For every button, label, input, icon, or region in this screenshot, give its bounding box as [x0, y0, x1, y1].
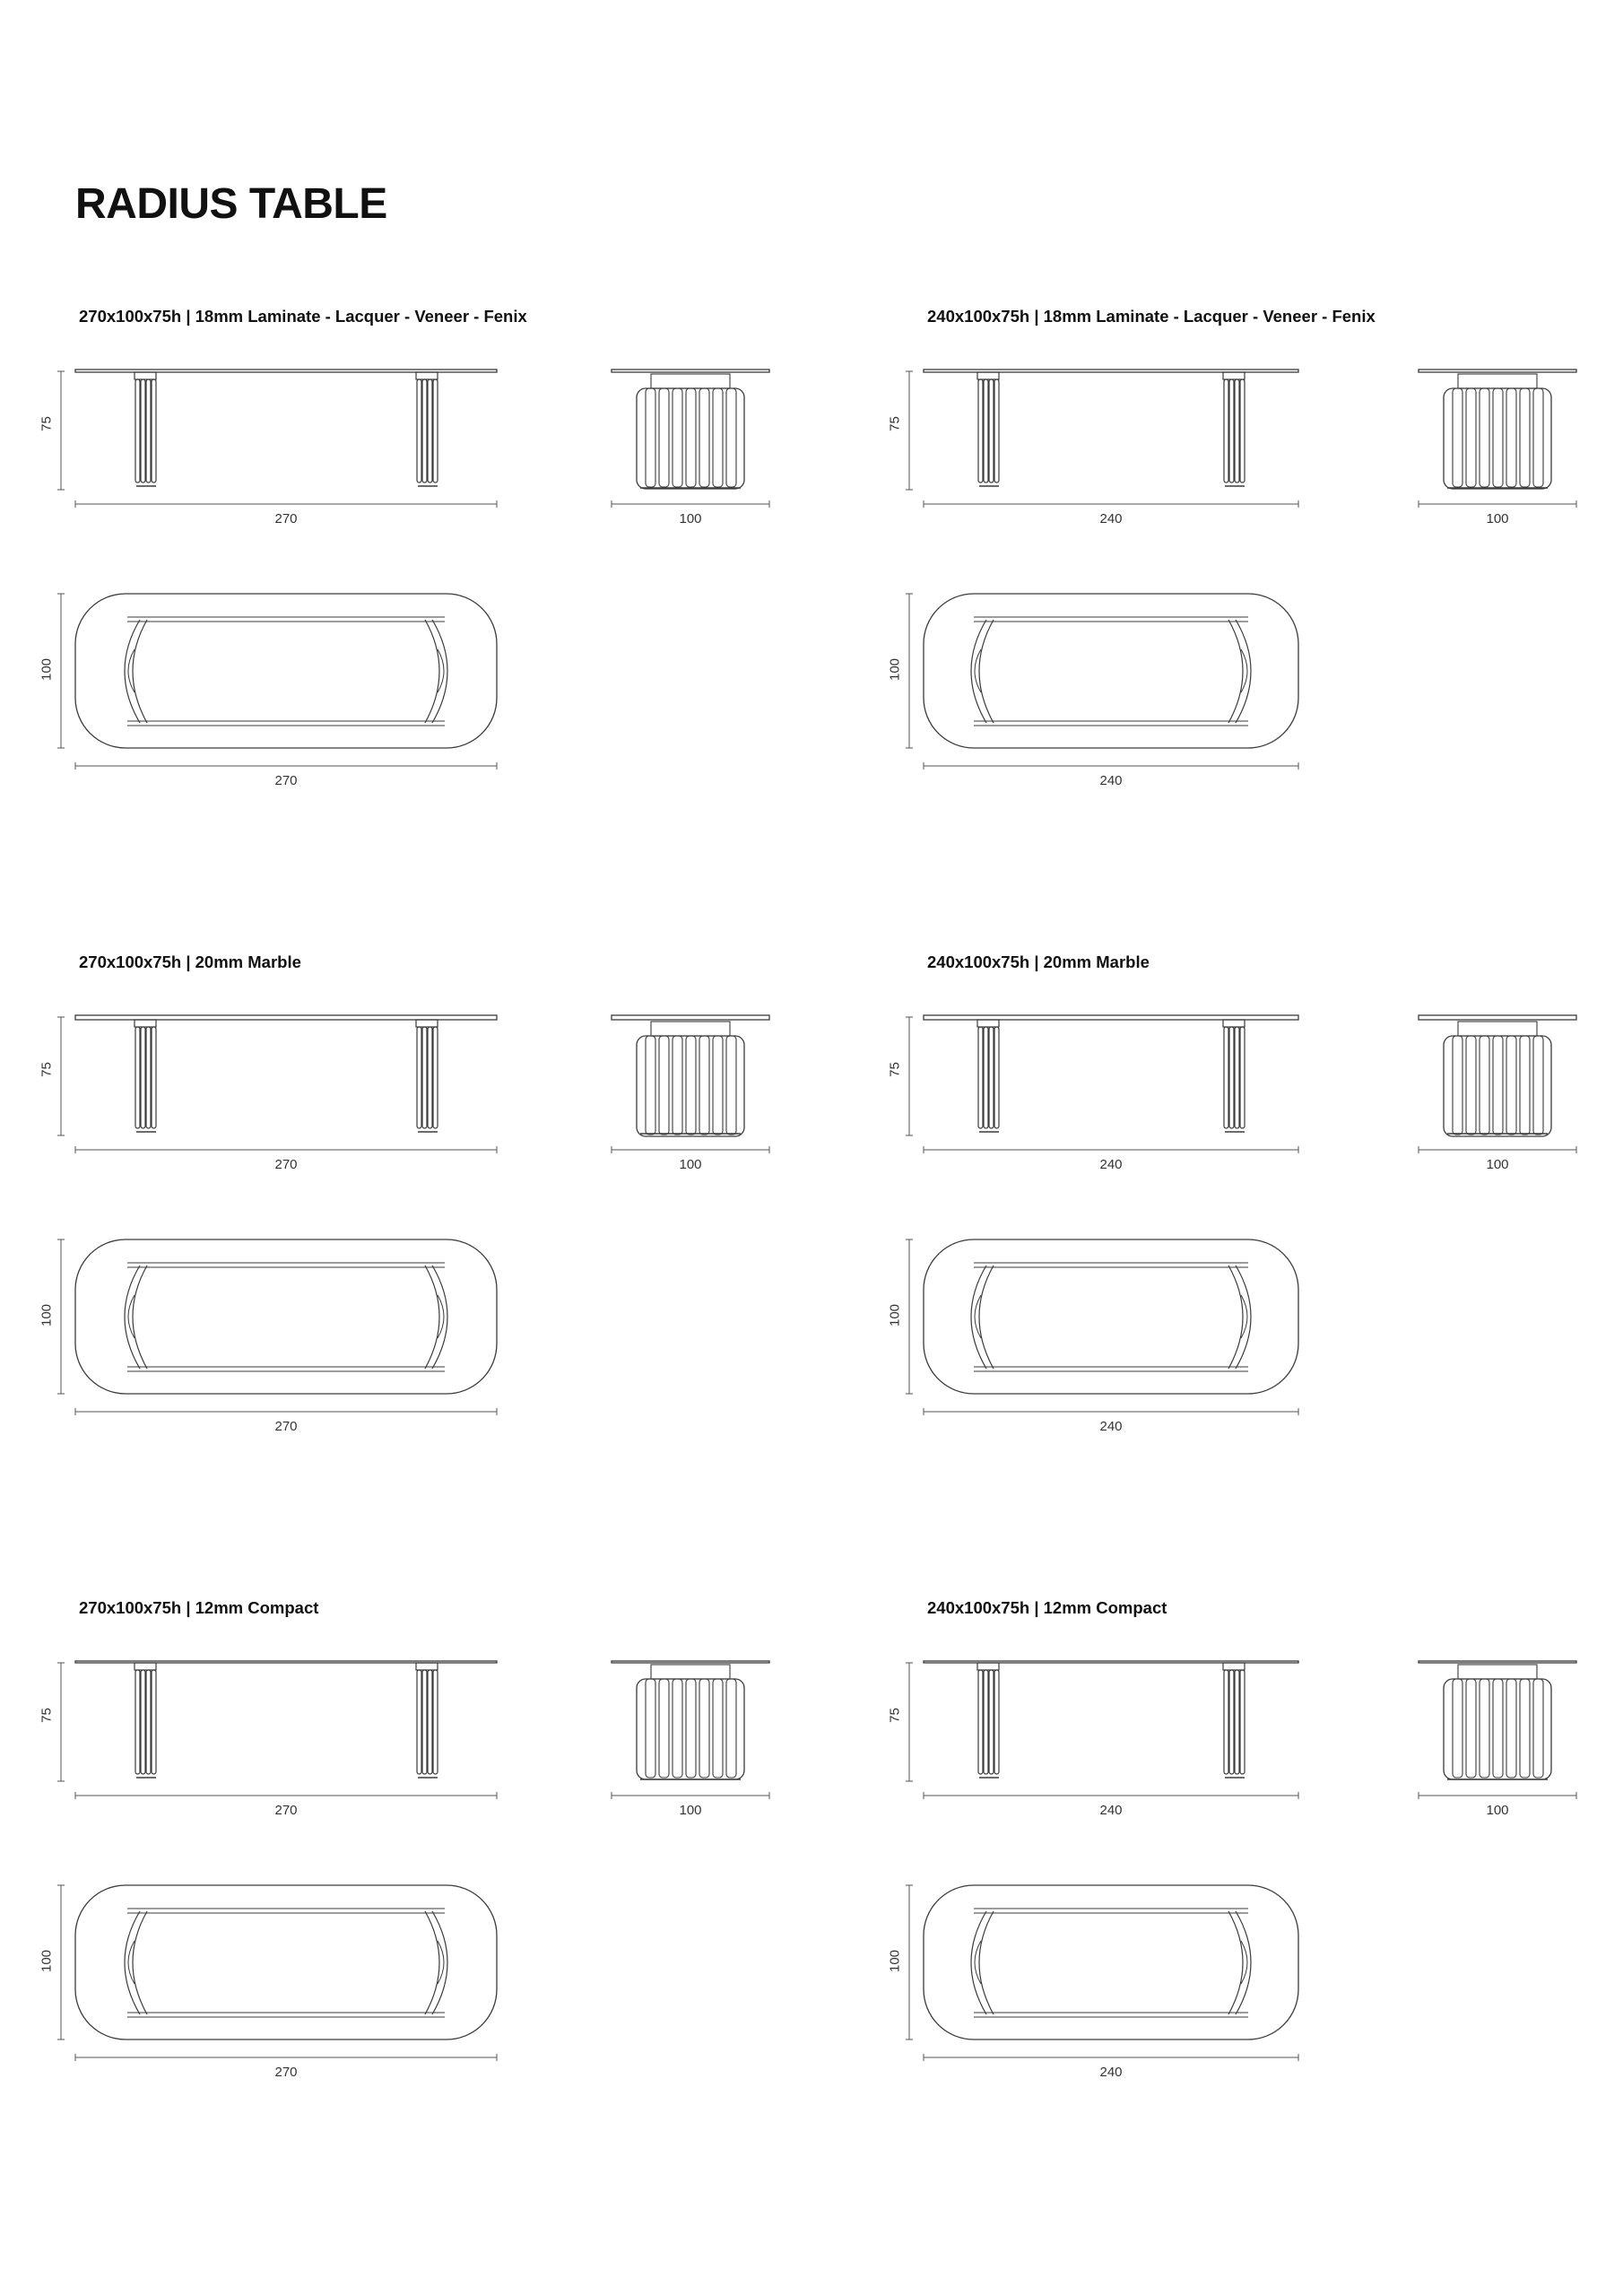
height-dimension-line: [56, 1015, 66, 1137]
height-dimension-line: [56, 370, 66, 491]
spec-block: [39, 1598, 864, 2136]
table-leg: [416, 1020, 438, 1132]
height-dimension: 75: [887, 416, 903, 431]
spec-label: 240x100x75h | 18mm Laminate - Lacquer - Veneer - Fenix: [927, 307, 1376, 326]
table-leg: [977, 1020, 999, 1132]
side-elevation: [924, 368, 1325, 511]
height-dimension-line: [56, 1661, 66, 1783]
table-leg: [135, 1020, 156, 1132]
side-elevation: [924, 1013, 1325, 1157]
plan-width-dimension: 100: [39, 1303, 55, 1327]
height-dimension: 75: [887, 1708, 903, 1723]
spec-label: 270x100x75h | 18mm Laminate - Lacquer - Veneer - Fenix: [79, 307, 527, 326]
end-elevation: [612, 1013, 782, 1157]
table-leg: [416, 372, 438, 486]
spec-label: 270x100x75h | 12mm Compact: [79, 1598, 319, 1617]
tabletop: [75, 1015, 497, 1020]
table-leg: [135, 372, 156, 486]
plan-length-dimension: 240: [1099, 1419, 1123, 1434]
width-dimension-line: [56, 1883, 66, 2041]
plan-width-dimension: 100: [887, 657, 903, 682]
height-dimension: 75: [887, 1062, 903, 1077]
height-dimension: 75: [39, 1708, 55, 1723]
table-leg: [1223, 372, 1245, 486]
plan-view: [924, 1883, 1325, 2072]
plan-view: [75, 1883, 524, 2072]
end-elevation: [612, 368, 782, 511]
plan-width-dimension: 100: [39, 1949, 55, 1973]
height-dimension: 75: [39, 416, 55, 431]
plan-width-dimension: 100: [887, 1303, 903, 1327]
length-dimension: 240: [1099, 511, 1123, 526]
height-dimension-line: [904, 1661, 915, 1783]
spec-block: [39, 307, 864, 845]
width-dimension: 100: [679, 1157, 702, 1172]
table-leg: [135, 1663, 156, 1778]
length-dimension: 240: [1099, 1157, 1123, 1172]
end-elevation: [1419, 1013, 1589, 1157]
page-title: RADIUS TABLE: [75, 180, 387, 228]
table-leg: [977, 372, 999, 486]
width-dimension: 100: [679, 511, 702, 526]
spec-block: [887, 307, 1623, 845]
tabletop: [924, 1015, 1298, 1020]
plan-view: [75, 1238, 524, 1426]
plan-length-dimension: 270: [274, 2065, 298, 2080]
side-elevation: [75, 1013, 524, 1157]
height-dimension-line: [904, 1015, 915, 1137]
table-leg: [1223, 1663, 1245, 1778]
width-dimension: 100: [1486, 511, 1509, 526]
end-elevation: [1419, 1659, 1589, 1803]
spec-block: [887, 1598, 1623, 2136]
width-dimension: 100: [679, 1803, 702, 1818]
width-dimension-line: [56, 1238, 66, 1396]
plan-view: [924, 1238, 1325, 1426]
spec-label: 240x100x75h | 20mm Marble: [927, 952, 1150, 971]
length-dimension: 240: [1099, 1803, 1123, 1818]
side-elevation: [75, 1659, 524, 1803]
height-dimension: 75: [39, 1062, 55, 1077]
plan-length-dimension: 240: [1099, 2065, 1123, 2080]
length-dimension: 270: [274, 511, 298, 526]
plan-width-dimension: 100: [39, 657, 55, 682]
plan-width-dimension: 100: [887, 1949, 903, 1973]
plan-length-dimension: 270: [274, 773, 298, 788]
table-leg: [416, 1663, 438, 1778]
length-dimension: 270: [274, 1157, 298, 1172]
table-leg: [1223, 1020, 1245, 1132]
width-dimension: 100: [1486, 1803, 1509, 1818]
width-dimension-line: [904, 1238, 915, 1396]
plan-view: [75, 592, 524, 780]
table-leg: [977, 1663, 999, 1778]
plan-view: [924, 592, 1325, 780]
end-elevation: [1419, 368, 1589, 511]
spec-label: 240x100x75h | 12mm Compact: [927, 1598, 1167, 1617]
height-dimension-line: [904, 370, 915, 491]
side-elevation: [75, 368, 524, 511]
end-elevation: [612, 1659, 782, 1803]
width-dimension-line: [904, 592, 915, 750]
side-elevation: [924, 1659, 1325, 1803]
length-dimension: 270: [274, 1803, 298, 1818]
spec-label: 270x100x75h | 20mm Marble: [79, 952, 301, 971]
width-dimension-line: [904, 1883, 915, 2041]
spec-block: [887, 952, 1623, 1491]
spec-block: [39, 952, 864, 1491]
plan-length-dimension: 240: [1099, 773, 1123, 788]
plan-length-dimension: 270: [274, 1419, 298, 1434]
width-dimension-line: [56, 592, 66, 750]
width-dimension: 100: [1486, 1157, 1509, 1172]
